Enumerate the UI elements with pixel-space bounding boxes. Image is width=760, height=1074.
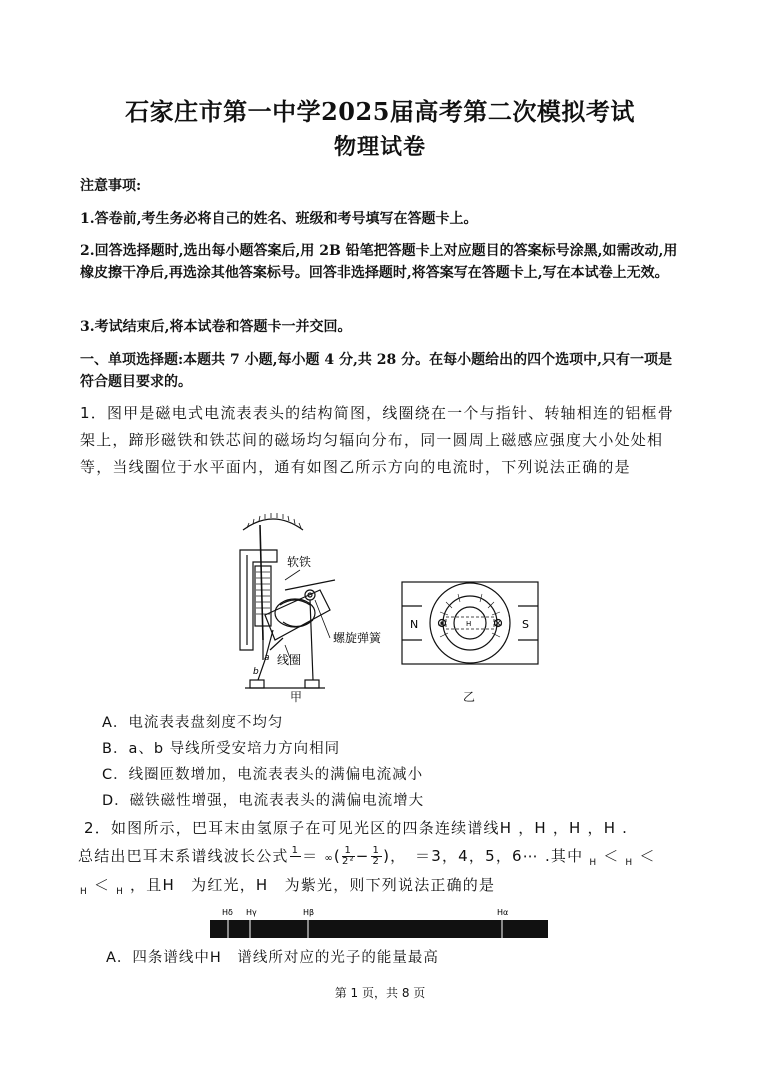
- figure-b-label: 乙: [463, 690, 476, 704]
- question-1-stem: 1．图甲是磁电式电流表表头的结构简图，线圈绕在一个与指针、转轴相连的铝框骨架上，蹄形磁铁和铁芯间的磁场均匀辐向分布，同一圆周上磁感应强度大小处处相等，当线圈位于水平面内，通有如图乙所示方向的电流时，下列说法正确的是: [80, 404, 674, 476]
- exam-title: 石家庄市第一中学2025届高考第二次模拟考试: [125, 97, 635, 126]
- label-center: H: [466, 620, 472, 628]
- hydrogen-spectrum: [210, 904, 550, 940]
- q2-line-3: $_H$ ＜ $_H$ ，且H 为红光，H 为紫光，则下列说法正确的是: [80, 876, 496, 897]
- label-south: S: [522, 618, 529, 631]
- section-heading: 一、单项选择题:本题共 7 小题,每小题 4 分,共 28 分。在每小题给出的四个选项中,只有一项是符合题目要求的。: [80, 352, 672, 390]
- notice-item-3: 3.考试结束后,将本试卷和答题卡一并交回。: [80, 319, 352, 335]
- formula-fraction-2: $\frac{1}{\text{2²}}$: [341, 845, 355, 867]
- label-north: N: [410, 618, 419, 631]
- label-b: b: [253, 667, 259, 677]
- label-soft-iron: 软铁: [287, 555, 312, 569]
- notice-item-2: 2.回答选择题时,选出每小题答案后,用 2B 铅笔把答题卡上对应题目的答案标号涂黑,如需改动,用橡皮擦干净后,再选涂其他答案标号。回答非选择题时,将答案写在答题卡上,写在本试卷上无效。: [80, 243, 678, 281]
- q2-line-1: 2．如图所示，巴耳末由氢原子在可见光区的四条连续谱线H ，H ，H ，H .: [84, 819, 629, 837]
- formula-fraction-3: $\frac{1}{2}$: [372, 845, 381, 867]
- label-coil: 线圈: [277, 653, 302, 667]
- notice-heading: 注意事项:: [80, 178, 142, 194]
- spectrum-label-gamma: Hγ: [246, 908, 257, 917]
- label-a: a: [264, 653, 270, 663]
- notice-item-1: 1.答卷前,考生务必将自己的姓名、班级和考号填写在答题卡上。: [80, 211, 478, 227]
- figure-galvanometer: [225, 510, 395, 700]
- q1-option-d: D．磁铁磁性增强，电流表表头的满偏电流增大: [102, 793, 425, 809]
- q2-line-2-pre: 总结出巴耳末系谱线波长公式: [78, 847, 289, 865]
- formula-fraction-1: 1: [291, 845, 300, 856]
- q2-line-2: 总结出巴耳末系谱线波长公式 1 ＝ ∞( $\frac{1}{\text{2²}}$ − $\frac{1}{2}$ )， ＝3，4，5，6⋯ .其中 $_H$ ＜ $_H$ ＜: [78, 845, 656, 868]
- q1-option-c: C．线圈匝数增加，电流表表头的满偏电流减小: [102, 767, 424, 783]
- figure-coil-top-view: [400, 580, 540, 670]
- spectrum-label-delta: Hδ: [222, 908, 233, 917]
- exam-subtitle: 物理试卷: [333, 134, 426, 160]
- q2-line-2-post: ， ＝3，4，5，6⋯ .其中: [390, 847, 584, 865]
- q1-option-a: A．电流表表盘刻度不均匀: [102, 715, 284, 731]
- q2-line-3-text: ，且H 为红光，H 为紫光，则下列说法正确的是: [130, 876, 496, 894]
- spectrum-label-alpha: Hα: [497, 908, 509, 917]
- q2-option-a: A．四条谱线中H 谱线所对应的光子的能量最高: [106, 950, 439, 966]
- spectrum-label-beta: Hβ: [303, 908, 315, 917]
- page-footer: 第 1 页，共 8 页: [334, 986, 426, 1000]
- q1-option-b: B．a、b 导线所受安培力方向相同: [102, 741, 341, 757]
- figure-a-label: 甲: [290, 690, 303, 704]
- label-spring: 螺旋弹簧: [333, 631, 382, 645]
